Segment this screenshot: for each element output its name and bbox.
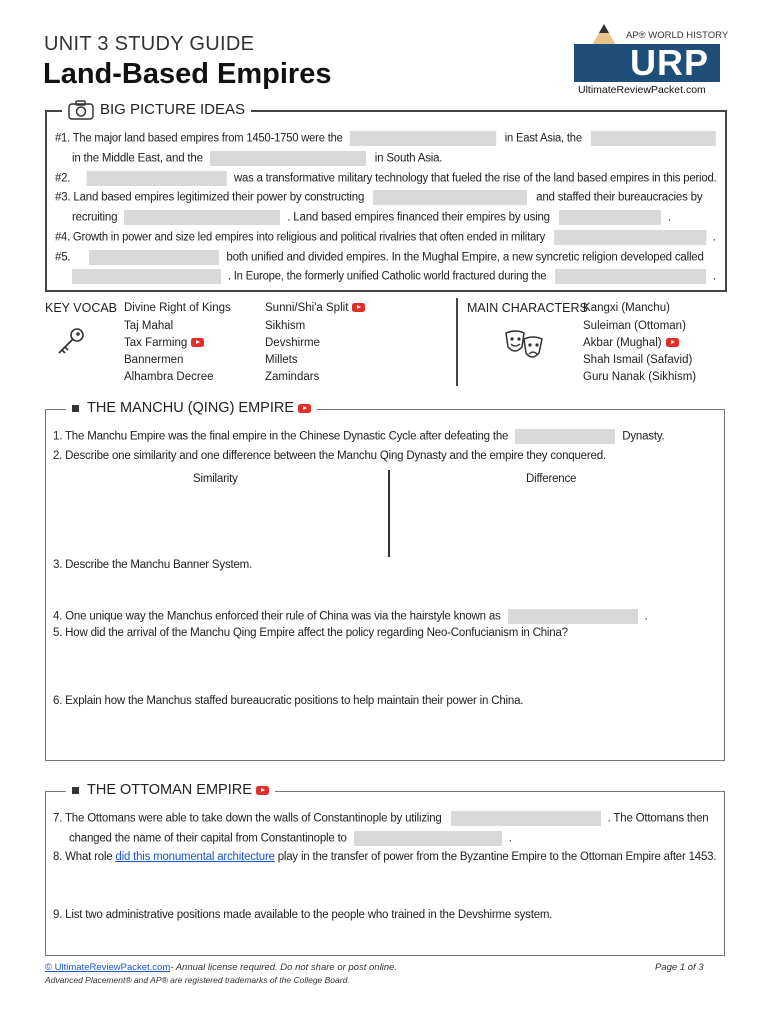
character-kangxi: Kangxi (Manchu)	[583, 302, 670, 314]
vocab-taj-mahal: Taj Mahal	[124, 320, 174, 332]
ottoman-q9: 9. List two administrative positions made available to the people who trained in the Devshirme system.	[53, 909, 553, 921]
character-akbar: Akbar (Mughal)	[583, 337, 679, 349]
footer-site-link[interactable]: © UltimateReviewPacket.com	[45, 962, 171, 973]
blank-8[interactable]	[554, 230, 706, 245]
big-picture-title: BIG PICTURE IDEAS	[100, 100, 246, 118]
comparison-divider	[388, 470, 390, 557]
blank-q4[interactable]	[508, 609, 638, 624]
blank-10[interactable]	[72, 269, 221, 284]
blank-4[interactable]	[87, 171, 227, 186]
blank-2[interactable]	[591, 131, 716, 146]
manchu-q5: 5. How did the arrival of the Manchu Qing Empire affect the policy regarding Neo-Confucianism in China?	[53, 627, 568, 639]
vocab-tax-farming: Tax Farming	[124, 337, 204, 349]
main-characters-label: MAIN CHARACTERS	[467, 301, 588, 315]
big-picture-heading	[62, 100, 251, 120]
footer-notice: - Annual license required. Do not share or post online.	[170, 962, 397, 973]
youtube-icon[interactable]	[256, 786, 269, 795]
vocab-alhambra: Alhambra Decree	[124, 371, 214, 383]
character-shah-ismail: Shah Ismail (Safavid)	[583, 354, 693, 366]
blank-3[interactable]	[210, 151, 366, 166]
manchu-heading	[66, 400, 317, 416]
blank-5[interactable]	[373, 190, 527, 205]
bp-line-5: recruiting . Land based empires financed their empires by using .	[72, 211, 671, 224]
manchu-q1: 1. The Manchu Empire was the final empire in the Chinese Dynastic Cycle after defeating the Dynasty.	[53, 430, 665, 443]
vocab-sikhism: Sikhism	[265, 320, 306, 332]
bullet-square-icon	[72, 787, 79, 794]
bp-line-7: #5. both unified and divided empires. In the Mughal Empire, a new syncretic religion developed called	[55, 251, 704, 264]
character-suleiman: Suleiman (Ottoman)	[583, 320, 686, 332]
footer-trademark: Advanced Placement® and AP® are registered trademarks of the College Board.	[45, 975, 350, 985]
vocab-bannermen: Bannermen	[124, 354, 184, 366]
blank-11[interactable]	[555, 269, 706, 284]
unit-label: UNIT 3 STUDY GUIDE	[44, 33, 255, 55]
ottoman-title: THE OTTOMAN EMPIRE	[87, 782, 252, 798]
similarity-label: Similarity	[193, 473, 238, 485]
ottoman-q7-cont: changed the name of their capital from Constantinople to .	[69, 832, 512, 845]
ottoman-heading	[66, 782, 275, 798]
blank-q7a[interactable]	[451, 811, 601, 826]
manchu-q6: 6. Explain how the Manchus staffed bureaucratic positions to help maintain their power in China.	[53, 695, 524, 707]
bp-line-6: #4. Growth in power and size led empires into religious and political rivalries that often ended in military .	[55, 231, 716, 244]
page-number: Page 1 of 3	[655, 962, 704, 973]
bp-line-3: #2. was a transformative military technology that fueled the rise of the land based empires in this period.	[55, 172, 717, 185]
blank-1[interactable]	[350, 131, 496, 146]
vocab-zamindars: Zamindars	[265, 371, 320, 383]
vocab-divine-right: Divine Right of Kings	[124, 302, 231, 314]
vocab-divider	[456, 298, 458, 386]
key-vocab-label: KEY VOCAB	[45, 301, 118, 315]
blank-7[interactable]	[559, 210, 661, 225]
logo-top-text: AP® WORLD HISTORY	[626, 30, 729, 41]
footer-line-1	[45, 962, 397, 973]
logo-url: UltimateReviewPacket.com	[578, 84, 706, 96]
key-icon	[54, 326, 86, 358]
vocab-devshirme: Devshirme	[265, 337, 320, 349]
bullet-square-icon	[72, 405, 79, 412]
blank-q1[interactable]	[515, 429, 615, 444]
character-guru-nanak: Guru Nanak (Sikhism)	[583, 371, 697, 383]
camera-icon	[68, 100, 94, 120]
bp-line-1: #1. The major land based empires from 1450-1750 were the in East Asia, the	[55, 131, 716, 146]
monumental-architecture-link[interactable]: did this monumental architecture	[115, 851, 275, 863]
theater-masks-icon	[504, 329, 544, 363]
youtube-icon[interactable]	[352, 303, 365, 312]
bp-line-2: in the Middle East, and the in South Asia.	[72, 152, 443, 165]
difference-label: Difference	[526, 473, 577, 485]
blank-9[interactable]	[89, 250, 219, 265]
urp-logo	[572, 22, 729, 98]
ottoman-q7: 7. The Ottomans were able to take down the walls of Constantinople by utilizing . The Ottomans then	[53, 812, 709, 825]
manchu-title: THE MANCHU (QING) EMPIRE	[87, 400, 295, 416]
youtube-icon[interactable]	[191, 338, 204, 347]
vocab-sunni-shia: Sunni/Shi'a Split	[265, 302, 365, 314]
blank-q7b[interactable]	[354, 831, 502, 846]
logo-letters: URP	[630, 42, 710, 83]
blank-6[interactable]	[124, 210, 280, 225]
manchu-q4: 4. One unique way the Manchus enforced their rule of China was via the hairstyle known as .	[53, 610, 648, 623]
bp-line-8: . In Europe, the formerly unified Catholic world fractured during the .	[72, 269, 716, 284]
vocab-millets: Millets	[265, 354, 298, 366]
youtube-icon[interactable]	[298, 404, 311, 413]
bp-line-4: #3. Land based empires legitimized their power by constructing and staffed their bureaucracies by	[55, 191, 703, 204]
manchu-q3: 3. Describe the Manchu Banner System.	[53, 559, 253, 571]
manchu-q2: 2. Describe one similarity and one difference between the Manchu Qing Dynasty and the empire they conquered.	[53, 450, 606, 462]
youtube-icon[interactable]	[666, 338, 679, 347]
page-title: Land-Based Empires	[43, 58, 332, 90]
ottoman-q8: 8. What role did this monumental architecture play in the transfer of power from the Byzantine Empire to the Ottoman Empire after 1453.	[53, 851, 717, 863]
